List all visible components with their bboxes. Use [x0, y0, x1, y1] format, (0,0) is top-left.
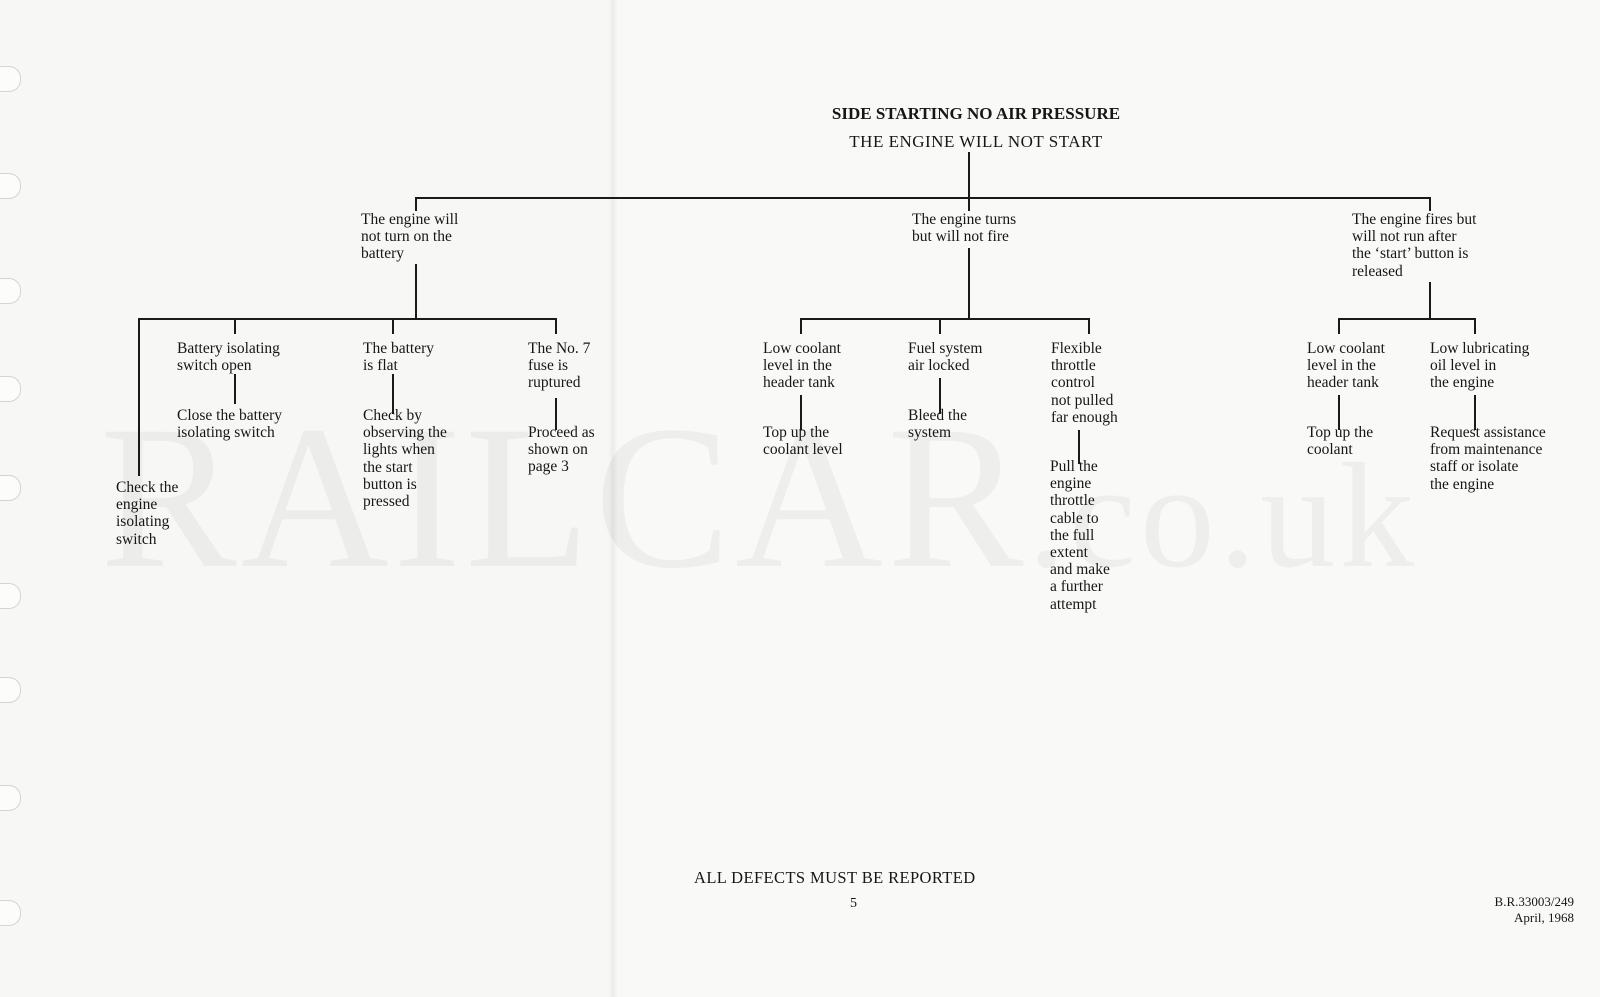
binder-hole [0, 900, 21, 926]
binder-hole [0, 475, 21, 501]
cause4-drop [555, 318, 557, 334]
cause-fuel-air-locked: Fuel system air locked [908, 340, 983, 375]
branch-drop-1 [415, 197, 417, 211]
action-top-up-coolant: Top up the coolant [1307, 424, 1374, 459]
diagram-subtitle: THE ENGINE WILL NOT START [849, 132, 1103, 151]
binder-hole [0, 173, 21, 199]
branch-drop-3 [1429, 197, 1431, 211]
cause-battery-flat: The battery is flat [363, 340, 435, 375]
cause-battery-switch-open: Battery isolating switch open [177, 340, 280, 375]
cause3-drop [392, 318, 394, 334]
action-check-lights: Check by observing the lights when the start button is pressed [363, 407, 447, 511]
cause2-link [234, 374, 236, 404]
branch2-bar [800, 318, 1089, 320]
binder-hole [0, 376, 21, 402]
binder-hole [0, 66, 21, 92]
cause-low-coolant-2: Low coolant level in the header tank [1307, 340, 1385, 392]
cause-low-coolant: Low coolant level in the header tank [763, 340, 841, 392]
branch1-stem [415, 264, 417, 319]
branch1-bar [138, 318, 556, 320]
branch-drop-2 [968, 197, 970, 211]
cause7-drop [1088, 318, 1090, 334]
publication-date: April, 1968 [1514, 910, 1574, 925]
action-pull-throttle-cable: Pull the engine throttle cable to the full extent and make a further attempt [1050, 458, 1110, 613]
binder-hole [0, 278, 21, 304]
branch-no-turn: The engine will not turn on the battery [361, 211, 459, 263]
branch-no-run: The engine fires but will not run after the ‘start’ button is released [1352, 211, 1477, 280]
binder-hole [0, 583, 21, 609]
cause-fuse-ruptured: The No. 7 fuse is ruptured [528, 340, 591, 392]
branch2-stem [968, 248, 970, 319]
diagram-title: SIDE STARTING NO AIR PRESSURE [831, 104, 1121, 123]
action-check-isolating-switch: Check the engine isolating switch [116, 479, 179, 548]
branch-no-fire: The engine turns but will not fire [912, 211, 1017, 246]
cause6-drop [939, 318, 941, 334]
reference-number: B.R.33003/249 [1494, 894, 1574, 909]
cause8-drop [1338, 318, 1340, 334]
branch3-stem [1429, 282, 1431, 319]
action-top-up-coolant-level: Top up the coolant level [763, 424, 843, 459]
binder-hole [0, 785, 21, 811]
cause2-drop [234, 318, 236, 334]
cause9-drop [1474, 318, 1476, 334]
cause5-drop [800, 318, 802, 334]
page-number: 5 [850, 896, 857, 911]
cause-low-lubricating-oil: Low lubricating oil level in the engine [1430, 340, 1530, 392]
binder-hole [0, 677, 21, 703]
action-bleed-system: Bleed the system [908, 407, 967, 442]
branch3-bar [1338, 318, 1475, 320]
action-request-assistance: Request assistance from maintenance staff or isolate the engine [1430, 424, 1546, 493]
action-proceed-page-3: Proceed as shown on page 3 [528, 424, 595, 476]
root-bar [415, 197, 1430, 199]
root-stem [968, 152, 970, 198]
cause-throttle-not-pulled: Flexible throttle control not pulled far enough [1051, 340, 1118, 426]
defects-notice: ALL DEFECTS MUST BE REPORTED [694, 868, 976, 887]
action-close-battery-switch: Close the battery isolating switch [177, 407, 283, 442]
cause1-drop [138, 318, 140, 476]
